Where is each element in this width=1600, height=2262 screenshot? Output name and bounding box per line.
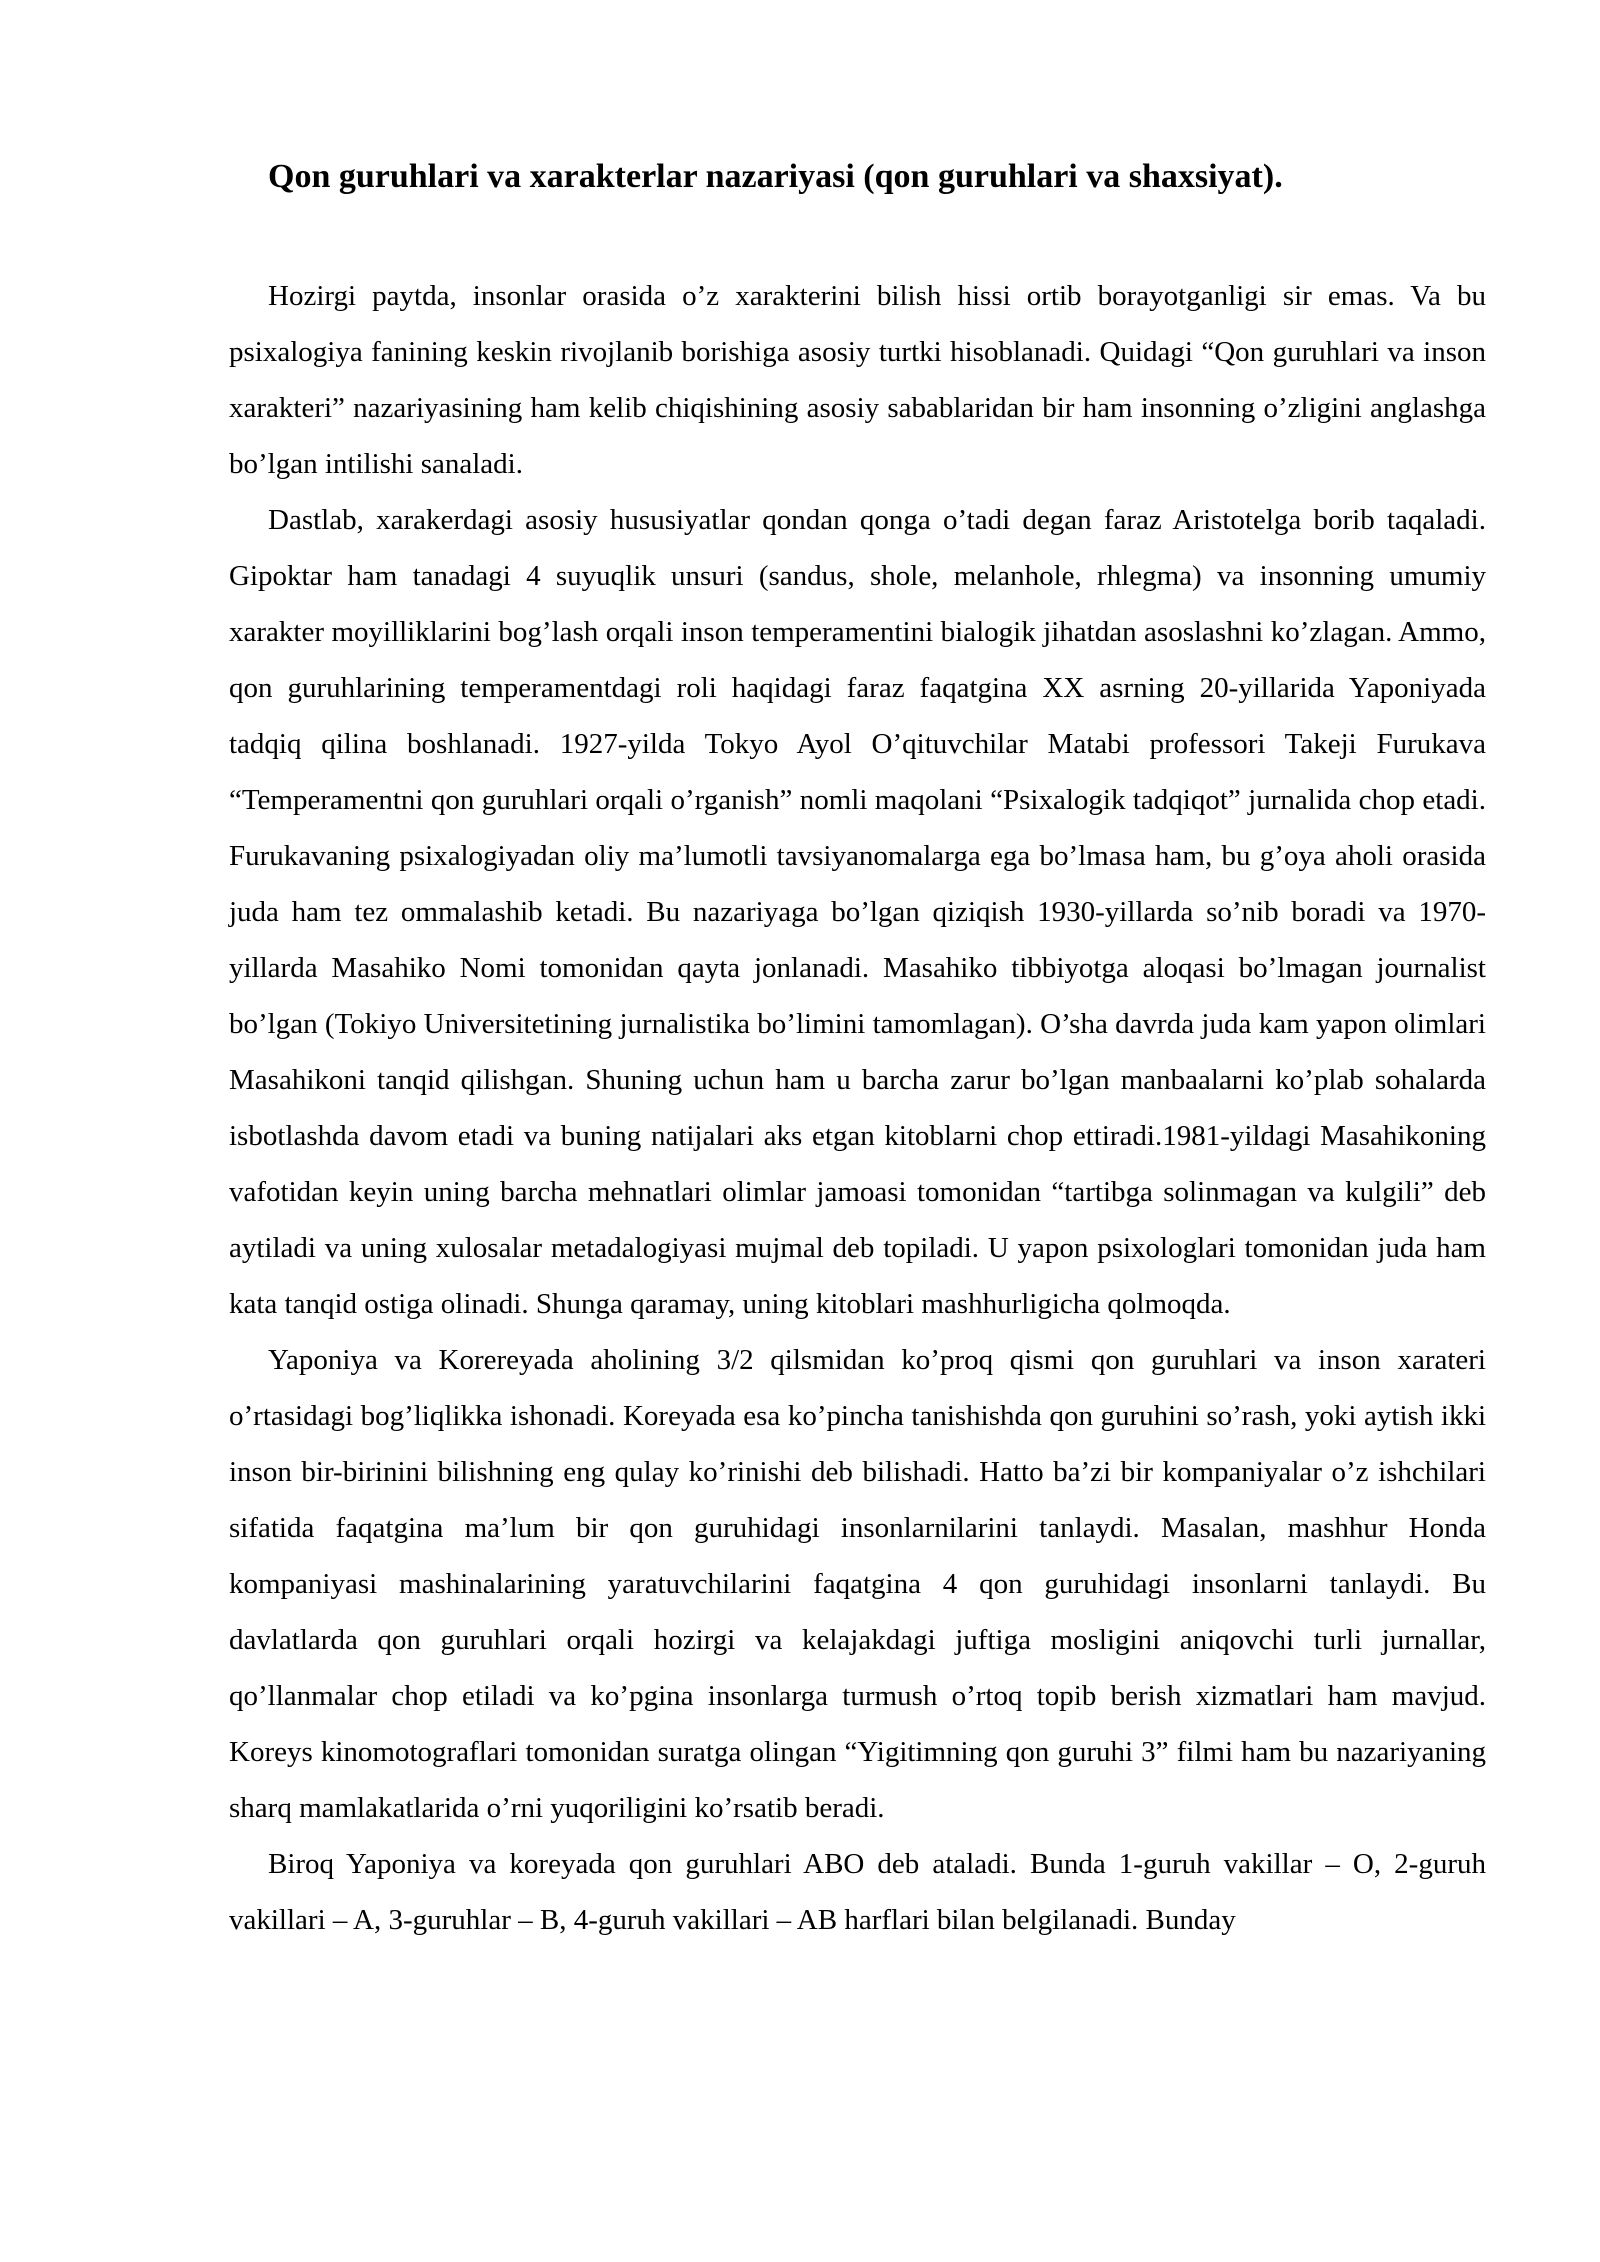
paragraph-2: Dastlab, xarakerdagi asosiy hususiyatlar qondan qonga o’tadi degan faraz Aristotelga borib taqaladi. Gipoktar ham tanadagi 4 suyuqlik unsuri (sandus, shole, melanhole, rhlegma) va insonning umumiy xarakter moyilliklarini bog’lash orqali inson temperamentini bialogik jihatdan asoslashni ko’zlagan. Ammo, qon guruhlarining temperamentdagi roli haqidagi faraz faqatgina XX asrning 20-yillarida Yaponiyada tadqiq qilina boshlanadi. 1927-yilda Tokyo Ayol O’qituvchilar Matabi professori Takeji Furukava “Temperamentni qon guruhlari orqali o’rganish” nomli maqolani “Psixalogik tadqiqot” jurnalida chop etadi. Furukavaning psixalogiyadan oliy ma’lumotli tavsiyanomalarga ega bo’lmasa ham, bu g’oya aholi orasida juda ham tez ommalashib ketadi. Bu nazariyaga bo’lgan qiziqish 1930-yillarda so’nib boradi va 1970-yillarda Masahiko Nomi tomonidan qayta jonlanadi. Masahiko tibbiyotga aloqasi bo’lmagan journalist bo’lgan (Tokiyo Universitetining jurnalistika bo’limini tamomlagan). O’sha davrda juda kam yapon olimlari Masahikoni tanqid qilishgan. Shuning uchun ham u barcha zarur bo’lgan manbaalarni ko’plab sohalarda isbotlashda davom etadi va buning natijalari aks etgan kitoblarni chop ettiradi.1981-yildagi Masahikoning vafotidan keyin uning barcha mehnatlari olimlar jamoasi tomonidan “tartibga solinmagan va kulgili” deb aytiladi va uning xulosalar metadalogiyasi mujmal deb topiladi. U yapon psixologlari tomonidan juda ham kata tanqid ostiga olinadi. Shunga qaramay, uning kitoblari mashhurligicha qolmoqda.	[229, 504, 1486, 1320]
paragraph-3: Yaponiya va Korereyada aholining 3/2 qilsmidan ko’proq qismi qon guruhlari va inson xarateri o’rtasidagi bog’liqlikka ishonadi. Koreyada esa ko’pincha tanishishda qon guruhini so’rash, yoki aytish ikki inson bir-birinini bilishning eng qulay ko’rinishi deb bilishadi. Hatto ba’zi bir kompaniyalar o’z ishchilari sifatida faqatgina ma’lum bir qon guruhidagi insonlarnilarini tanlaydi. Masalan, mashhur Honda kompaniyasi mashinalarining yaratuvchilarini faqatgina 4 qon guruhidagi insonlarni tanlaydi. Bu davlatlarda qon guruhlari orqali hozirgi va kelajakdagi juftiga mosligini aniqovchi turli jurnallar, qo’llanmalar chop etiladi va ko’pgina insonlarga turmush o’rtoq topib berish xizmatlari ham mavjud. Koreys kinomotograflari tomonidan suratga olingan “Yigitimning qon guruhi 3” filmi ham bu nazariyaning sharq mamlakatlarida o’rni yuqoriligini ko’rsatib beradi.	[229, 1344, 1486, 1824]
document-title: Qon guruhlari va xarakterlar nazariyasi (qon guruhlari va shaxsiyat).	[268, 158, 1283, 195]
document-body	[229, 268, 1486, 1948]
document-page	[229, 150, 1486, 1948]
paragraph-1: Hozirgi paytda, insonlar orasida o’z xarakterini bilish hissi ortib borayotganligi sir emas. Va bu psixalogiya fanining keskin rivojlanib borishiga asosiy turtki hisoblanadi. Quidagi “Qon guruhlari va inson xarakteri” nazariyasining ham kelib chiqishining asosiy sabablaridan bir ham insonning o’zligini anglashga bo’lgan intilishi sanaladi.	[229, 280, 1486, 480]
paragraph-4: Biroq Yaponiya va koreyada qon guruhlari ABO deb ataladi. Bunda 1-guruh vakillar – O, 2-guruh vakillari – A, 3-guruhlar – B, 4-guruh vakillari – AB harflari bilan belgilanadi. Bunday	[229, 1848, 1486, 1936]
